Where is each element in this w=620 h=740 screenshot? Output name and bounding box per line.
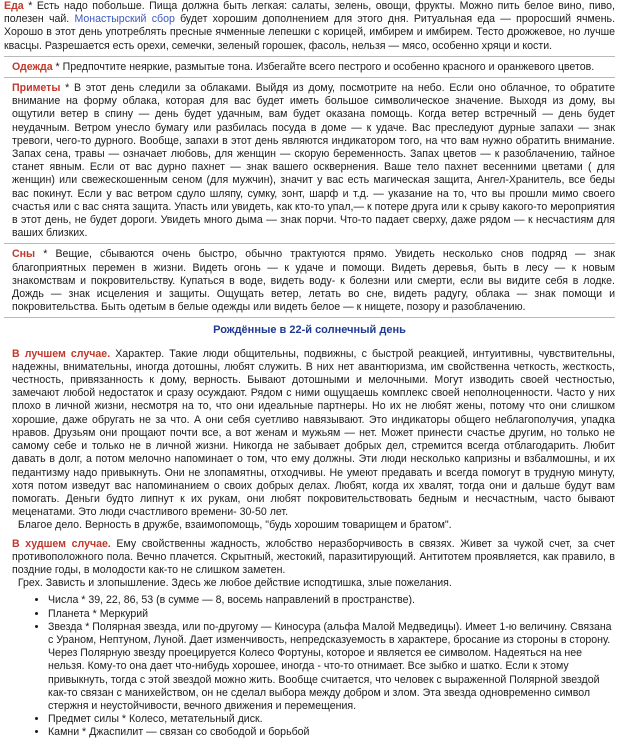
- worst-case-label: В худшем случае.: [12, 537, 111, 550]
- dreams-text: * Вещие, сбываются очень быстро, обычно трактуются прямо. Увидеть несколько снов подряд — знак благоприятных перемен в жизни. Видеть огонь — к удаче и помощи. Видеть деревья, быть в лесу — к новым знакомствам и покровительству. Купаться в воде, видеть воду- к болезни или смерти, если вы видите себя в лодке. Дождь — знак исцеления и защиты. Ощущать ветер, летать во сне, видеть радугу, облака — знак помощи и покровительства. Быть одетым в белые одежды или видеть белое — к нищете, позору и разоблачению.: [12, 248, 615, 314]
- omens-text: * В этот день следили за облаками. Выйдя из дому, посмотрите на небо. Если оно облачное, то обратите внимание на форму облака, которая для вас будет иметь большое символическое значение. Выходя из дому, вы ощутили ветер в спину — день будет удачным, вам будет оказана помощь. Когда ветер встречный — день будет неудачным. Ветром унесло бумагу или разбилась посуда в доме — к удаче. Вас преследуют дурные запахи — знак тревоги, чего-то дурного. Вообще, запахи в этот день являются индикатором того, на что вам нужно обратить внимание. Запах сена, травы — означает любовь, для женщин — скорую беременность. Запах цветов — к разоблачению, тайное станет явным. Если от вас дурно пахнет — знак вашего осквернения. Ваше тело пахнет весенними цветами ( для женщин) или свежескошенным сеном (для мужчин), значит у вас есть магическая защита, Ангел-Хранитель, все беды вас покинут. Если у вас ветром сдуло шляпу, сумку, зонт, шарф и т.д. — указание на то, что вы прошли мимо своего счастья или с вас снята защита. Упасть или увидеть, как кто-то упал,— к потере друга или к срыву какого-то мероприятия в этот день, не будет дороги. Увидеть много дыма — знак порчи. Что-то падает сверху, даже рядом — к несчастиям для ваших близких.: [12, 82, 615, 240]
- fact-numbers: • Числа * 39, 22, 86, 53 (в сумме — 8, восемь направлений в пространстве).: [48, 594, 615, 607]
- best-case-label: В лучшем случае.: [12, 347, 111, 360]
- facts-list: [4, 594, 615, 739]
- worst-case-note-text: Грех. Зависть и злопышление. Здесь же любое действие исподтишка, злые пожелания.: [17, 577, 452, 590]
- best-case-note-text: Благое дело. Верность в дружбе, взаимопомощь, "будь хорошим товарищем и братом".: [17, 519, 452, 532]
- divider: [4, 77, 615, 78]
- clothes-text: * Предпочтите неяркие, размытые тона. Избегайте всего пестрого и особенно красного и оранжевого цветов.: [52, 60, 595, 73]
- worst-case-text: Ему свойственны жадность, жлобство неразборчивость в связях. Живет за чужой счет, за счет противоположного пола. Вечно плачется. Скрытный, жестокий, паразитирующий. Антитотем проявляется, как правило, в поздние годы, в молодости как-то не слишком заметен.: [12, 537, 615, 576]
- fact-planet: • Планета * Меркурий: [48, 608, 615, 621]
- fact-star: • Звезда * Полярная звезда, или по-другому — Киносура (альфа Малой Медведицы). Имеет 1-ю величину. Связана с Ураном, Нептуном, Луной. Дает изменчивость, непредсказуемость в характере, бросание из стороны в сторону. Через Полярную звезду проецируется Колесо Фортуны, которое и является ее символом. Надеяться на нее нельзя. Кому-то она дает что-нибудь хорошее, иногда - что-то отнимает. Все зыбко и шатко. Если к этому привыкнуть, тогда с этой звездой можно жить. Вообще считается, что человек с выраженной Полярной звездой как-то связан с манихейством, он не сделал выбора между добром и злом. Эта звезда одновременно символ стержня и неустойчивости, вечного движения и перемещения.: [48, 621, 615, 713]
- clothes-label: Одежда: [12, 60, 53, 73]
- food-label: Еда: [4, 0, 24, 12]
- best-case-paragraph: [4, 348, 615, 520]
- food-paragraph: [4, 0, 615, 53]
- divider: [4, 56, 615, 57]
- worst-case-note: [4, 577, 615, 590]
- fact-power-object: • Предмет силы * Колесо, метательный диск.: [48, 713, 615, 726]
- omens-paragraph: [4, 82, 615, 240]
- fact-stones: • Камни * Джаспилит — связан со свободой и борьбой: [48, 726, 615, 739]
- best-case-text: Характер. Такие люди общительны, подвижны, с быстрой реакцией, интуитивны, чувствительны, надежны, внимательны, иногда дотошны, любят служить. В них нет авантюризма, им свойственна четкость, жесткость, честность, привязанность к дому, верность. Бывают дотошными и мелочными. Могут изводить своей честностью, замечают любой недостаток и сразу осуждают. Рядом с ними ощущаешь комплекс своей неполноценности. Часто у них плохо в личной жизни, несмотря на то, что они идеальные партнеры. Но их не любят жены, потому что они слишком хорошие, даже обругать не за что. А они себя суетливо навязывают. Это индикаторы общего неблагополучия, упадка нравов. Друзьям они прощают почти все, а вот женам и мужьям — нет. Может принести счастье другим, но только не самому себе и только не в личной жизни. Никогда не забывает добрых дел, стремится всегда отблагодарить. Любит давать в долг, а потом мелочно напоминает о том, что ему должны. Эти люди несколько капризны и взбалмошны, и их педантизму надо привыкнуть. Они не злопамятны, отходчивы. Не умеют предавать и всегда помогут в трудную минуту, хотя потом изведут вас напоминанием о своих добрых делах. Любят, когда их хвалят, тогда они и дальше будут вам помогать. Деньги будто липнут к их рукам, они любят покровительствовать бедным и несчастным, часто бывают меценатами. Это люди счастливого времени- 30-50 лет.: [12, 347, 615, 519]
- clothes-paragraph: [4, 61, 615, 74]
- dreams-label: Сны: [12, 248, 36, 261]
- worst-case-paragraph: [4, 538, 615, 578]
- born-header: Рождённые в 22-й солнечный день: [213, 324, 406, 337]
- dreams-paragraph: [4, 248, 615, 314]
- best-case-note: [4, 519, 615, 532]
- omens-label: Приметы: [12, 82, 61, 95]
- food-text-b: будет хорошим дополнением для этого дня. Ритуальная еда — проросший ячмень. Хорошо в этот день употреблять пресные ячменные лепешки с корицей, имбирем и имбирем. Тесто дрожжевое, но лучше квасцы. Разрешается есть орехи, семечки, зеленый горошек, фасоль, нельзя — мясо, особенно хряци и кости.: [4, 13, 616, 52]
- monastery-tea-link[interactable]: Монастырский сбор: [74, 13, 175, 26]
- divider: [4, 317, 615, 318]
- divider: [4, 243, 615, 244]
- food-text-a: * Есть надо побольше. Пища должна быть легкая: салаты, зелень, овощи, фрукты. Можно пить белое вино, пиво, полезен чай.: [4, 0, 615, 26]
